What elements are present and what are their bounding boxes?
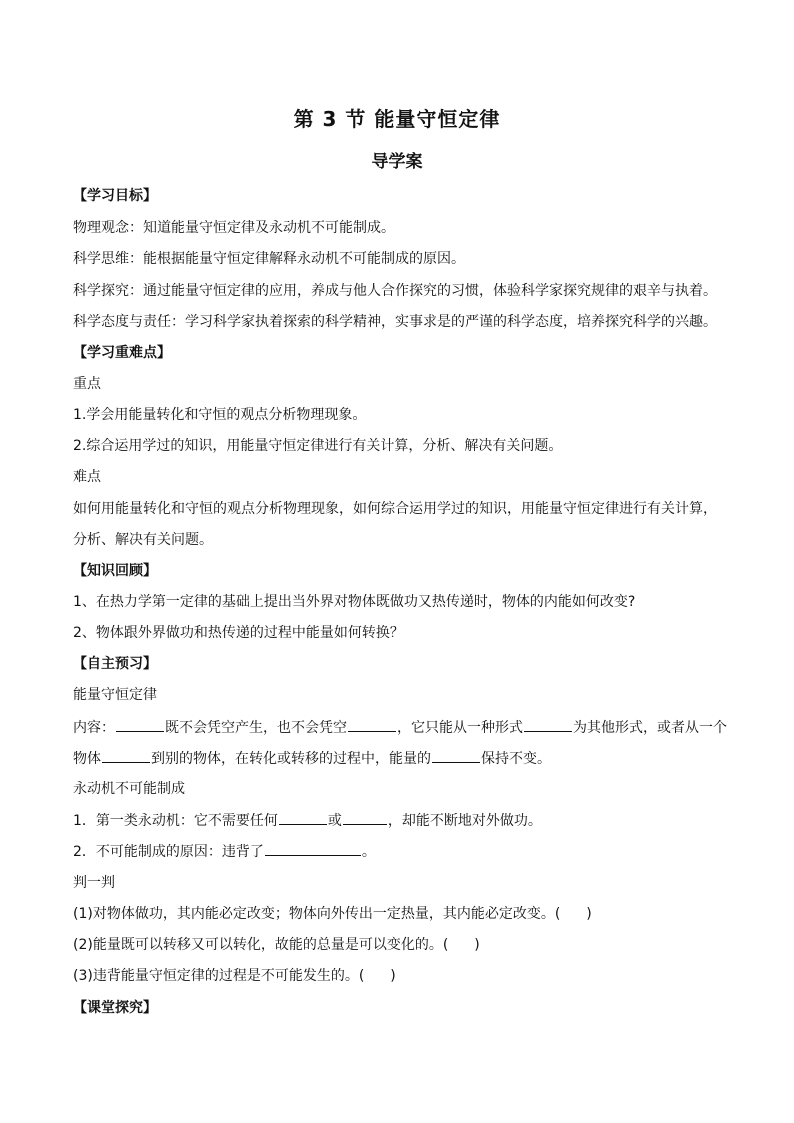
judge-text: (1)对物体做功，其内能必定改变；物体向外传出一定热量，其内能必定改变。( — [73, 906, 561, 922]
explore-heading: 【课堂探究】 — [73, 1000, 157, 1016]
difficulty-label: 难点 — [73, 469, 101, 485]
content-text: 1．第一类永动机：它不需要任何 — [73, 813, 278, 829]
preview-heading: 【自主预习】 — [73, 656, 157, 672]
difficulty-text-line1: 如何用能量转化和守恒的观点分析物理现象，如何综合运用学过的知识，用能量守恒定律进行有关计算， — [73, 501, 717, 517]
close-paren: ) — [586, 906, 592, 922]
content-text: 内容： — [73, 720, 115, 736]
perpetual-item-1 — [73, 810, 542, 831]
perpetual-label: 永动机不可能制成 — [73, 781, 185, 797]
law-label: 能量守恒定律 — [73, 687, 157, 703]
judge-text: (2)能量既可以转移又可以转化，故能的总量是可以变化的。( — [73, 937, 449, 953]
focus-item: 2.综合运用学过的知识，用能量守恒定律进行有关计算，分析、解决有关问题。 — [73, 438, 563, 454]
close-paren: ) — [390, 968, 396, 984]
review-heading: 【知识回顾】 — [73, 563, 157, 579]
fill-blank[interactable] — [348, 717, 396, 732]
close-paren: ) — [474, 937, 480, 953]
judge-item — [73, 904, 592, 924]
perpetual-item-2 — [73, 841, 376, 862]
goal-item: 科学思维：能根据能量守恒定律解释永动机不可能制成的原因。 — [73, 251, 465, 267]
goal-item: 科学态度与责任：学习科学家执着探索的科学精神，实事求是的严谨的科学态度，培养探究科学的兴趣。 — [73, 314, 717, 330]
judge-item — [73, 935, 480, 955]
content-text: ，它只能从一种形式 — [397, 720, 523, 736]
review-item: 2、物体跟外界做功和热传递的过程中能量如何转换？ — [73, 625, 404, 641]
review-item: 1、在热力学第一定律的基础上提出当外界对物体既做功又热传递时，物体的内能如何改变? — [73, 594, 636, 610]
content-text: 或 — [327, 813, 342, 829]
fill-blank[interactable] — [279, 810, 327, 825]
fill-blank[interactable] — [432, 748, 480, 763]
goal-item: 物理观念：知道能量守恒定律及永动机不可能制成。 — [73, 220, 395, 236]
fill-blank[interactable] — [343, 810, 387, 825]
fill-blank[interactable] — [116, 717, 164, 732]
focus-item: 1.学会用能量转化和守恒的观点分析物理现象。 — [73, 407, 367, 423]
content-text: 2．不可能制成的原因：违背了 — [73, 844, 264, 860]
fill-blank[interactable] — [265, 841, 361, 856]
content-text: ，却能不断地对外做功。 — [387, 813, 542, 829]
content-text: 为其他形式，或者从一个 — [573, 720, 727, 736]
content-text: 保持不变。 — [481, 751, 551, 767]
keypoints-heading: 【学习重难点】 — [73, 345, 171, 361]
law-content-line2 — [73, 748, 551, 769]
content-text: 。 — [361, 844, 376, 860]
fill-blank[interactable] — [524, 717, 572, 732]
goals-heading: 【学习目标】 — [73, 188, 157, 204]
judge-label: 判一判 — [73, 875, 115, 891]
focus-label: 重点 — [73, 376, 101, 392]
difficulty-text-line2: 分析、解决有关问题。 — [73, 532, 213, 548]
judge-text: (3)违背能量守恒定律的过程是不可能发生的。( — [73, 968, 365, 984]
goal-item: 科学探究：通过能量守恒定律的应用，养成与他人合作探究的习惯，体验科学家探究规律的艰辛与执着。 — [73, 283, 717, 299]
content-text: 既不会凭空产生，也不会凭空 — [165, 720, 347, 736]
law-content-line1 — [73, 717, 727, 738]
page-title: 第 3 节 能量守恒定律 — [293, 107, 501, 131]
content-text: 到别的物体，在转化或转移的过程中，能量的 — [151, 751, 431, 767]
content-text: 物体 — [73, 751, 101, 767]
page-subtitle: 导学案 — [371, 152, 423, 172]
judge-item — [73, 966, 396, 986]
fill-blank[interactable] — [102, 748, 150, 763]
